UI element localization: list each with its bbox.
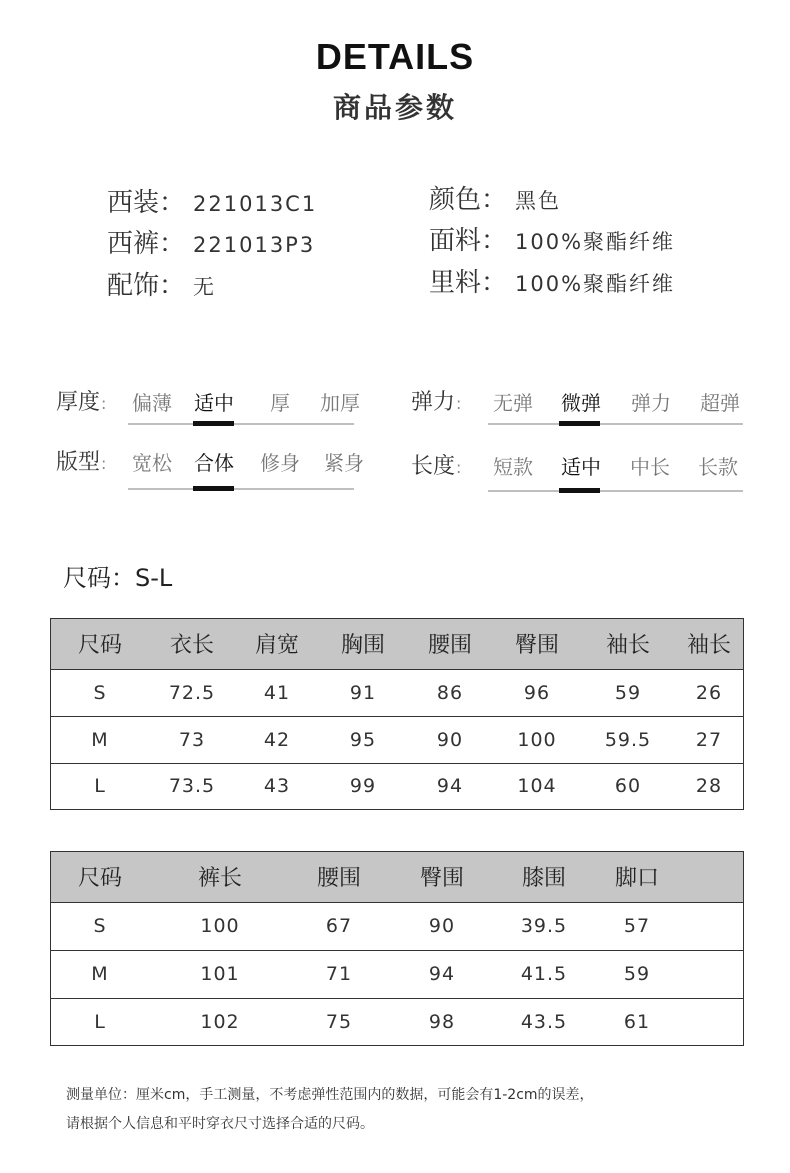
table-cell: 71 xyxy=(291,950,387,998)
info-pants-value: 221013P3 xyxy=(193,233,316,257)
info-color-label: 颜色： xyxy=(429,185,508,215)
info-fabric xyxy=(429,224,675,258)
table-cell: 91 xyxy=(319,669,407,716)
attr-thickness-option-selected: 适中 xyxy=(194,391,234,415)
pants-size-table xyxy=(51,852,743,1045)
table-row xyxy=(51,763,743,809)
table-row xyxy=(51,998,743,1045)
table-cell: 102 xyxy=(149,998,291,1045)
pants-header-cell: 脚口 xyxy=(591,852,683,902)
table-cell: 43 xyxy=(235,763,319,809)
table-cell: 67 xyxy=(291,902,387,950)
info-pants-label: 西裤： xyxy=(107,229,186,259)
pants-header-cell: 膝围 xyxy=(497,852,591,902)
table-cell: 73.5 xyxy=(149,763,235,809)
table-cell: 90 xyxy=(407,716,493,763)
table-cell: 41 xyxy=(235,669,319,716)
attr-fit-option: 宽松 xyxy=(132,451,172,475)
pants-header-cell: 腰围 xyxy=(291,852,387,902)
jacket-header-cell: 袖长 xyxy=(581,619,675,669)
info-color xyxy=(429,183,561,217)
attr-elasticity-indicator xyxy=(559,421,600,426)
jacket-header-cell: 胸围 xyxy=(319,619,407,669)
table-cell: 104 xyxy=(493,763,581,809)
table-cell: 59 xyxy=(591,950,683,998)
table-cell-empty xyxy=(683,998,743,1045)
jacket-header-cell: 衣长 xyxy=(149,619,235,669)
attr-fit-label: 版型: xyxy=(56,450,107,475)
attr-length-indicator xyxy=(559,488,600,493)
info-lining-label: 里料： xyxy=(429,268,508,298)
table-cell: S xyxy=(51,669,149,716)
attr-elasticity-option: 弹力 xyxy=(631,391,671,415)
table-cell: 28 xyxy=(675,763,743,809)
attr-length-option-selected: 适中 xyxy=(561,455,601,479)
info-suit-label: 西装： xyxy=(107,188,186,218)
table-cell: 90 xyxy=(387,902,497,950)
attr-length-label: 长度: xyxy=(411,454,462,479)
info-accessory xyxy=(107,269,216,303)
table-cell: 95 xyxy=(319,716,407,763)
info-accessory-value: 无 xyxy=(193,275,217,299)
pants-table-header-row xyxy=(51,852,743,902)
jacket-header-cell: 肩宽 xyxy=(235,619,319,669)
page-title-en: DETAILS xyxy=(315,36,475,77)
table-row xyxy=(51,902,743,950)
table-cell: 98 xyxy=(387,998,497,1045)
attr-length xyxy=(0,452,790,502)
jacket-header-cell: 袖长 xyxy=(675,619,743,669)
table-cell: 27 xyxy=(675,716,743,763)
table-cell: 72.5 xyxy=(149,669,235,716)
attr-length-option: 中长 xyxy=(630,455,670,479)
attr-length-option: 长款 xyxy=(698,455,738,479)
table-cell-empty xyxy=(683,902,743,950)
attr-fit-option-selected: 合体 xyxy=(194,451,234,475)
info-lining xyxy=(429,266,675,300)
table-row xyxy=(51,669,743,716)
attr-thickness-label: 厚度: xyxy=(56,390,107,415)
info-lining-value: 100%聚酯纤维 xyxy=(515,272,676,296)
jacket-table-header-row xyxy=(51,619,743,669)
attr-elasticity-label: 弹力: xyxy=(411,390,462,415)
table-cell: 41.5 xyxy=(497,950,591,998)
table-cell: 42 xyxy=(235,716,319,763)
table-cell: L xyxy=(51,763,149,809)
jacket-header-cell: 腰围 xyxy=(407,619,493,669)
table-cell: 94 xyxy=(387,950,497,998)
info-accessory-label: 配饰： xyxy=(107,271,186,301)
info-suit-value: 221013C1 xyxy=(193,192,318,216)
attr-elasticity-option: 超弹 xyxy=(700,391,740,415)
pants-header-cell-empty xyxy=(683,852,743,902)
table-cell: 99 xyxy=(319,763,407,809)
table-cell: 101 xyxy=(149,950,291,998)
measurement-note-line2: 请根据个人信息和平时穿衣尺寸选择合适的尺码。 xyxy=(66,1116,374,1132)
info-pants xyxy=(107,227,315,261)
attr-elasticity-option: 无弹 xyxy=(493,391,533,415)
pants-header-cell: 臀围 xyxy=(387,852,497,902)
pants-size-table-frame xyxy=(50,851,744,1046)
jacket-size-table-frame xyxy=(50,618,744,810)
table-cell: 59 xyxy=(581,669,675,716)
attr-thickness-option: 加厚 xyxy=(320,391,360,415)
measurement-note-line1: 测量单位：厘米cm，手工测量，不考虑弹性范围内的数据，可能会有1-2cm的误差， xyxy=(66,1087,594,1103)
table-cell: 73 xyxy=(149,716,235,763)
attr-thickness-option: 偏薄 xyxy=(132,391,172,415)
table-cell: 60 xyxy=(581,763,675,809)
info-color-value: 黑色 xyxy=(515,189,562,213)
table-cell-empty xyxy=(683,950,743,998)
jacket-size-table xyxy=(51,619,743,809)
attr-length-option: 短款 xyxy=(493,455,533,479)
table-cell: 94 xyxy=(407,763,493,809)
info-fabric-label: 面料： xyxy=(429,226,508,256)
table-cell: M xyxy=(51,950,149,998)
table-cell: 59.5 xyxy=(581,716,675,763)
table-cell: S xyxy=(51,902,149,950)
table-row xyxy=(51,950,743,998)
table-cell: 75 xyxy=(291,998,387,1045)
jacket-header-cell: 尺码 xyxy=(51,619,149,669)
pants-header-cell: 尺码 xyxy=(51,852,149,902)
table-cell: 43.5 xyxy=(497,998,591,1045)
attr-fit-option: 紧身 xyxy=(324,451,364,475)
pants-header-cell: 裤长 xyxy=(149,852,291,902)
info-suit xyxy=(107,186,317,220)
table-cell: 100 xyxy=(149,902,291,950)
table-cell: 57 xyxy=(591,902,683,950)
attr-thickness-option: 厚 xyxy=(270,391,290,415)
attr-elasticity-option-selected: 微弹 xyxy=(561,391,601,415)
attr-elasticity xyxy=(0,388,790,438)
table-cell: 96 xyxy=(493,669,581,716)
table-cell: M xyxy=(51,716,149,763)
attr-fit-option: 修身 xyxy=(260,451,300,475)
table-cell: L xyxy=(51,998,149,1045)
attr-length-track xyxy=(488,490,743,492)
size-range: 尺码：S-L xyxy=(63,564,173,592)
table-cell: 86 xyxy=(407,669,493,716)
info-fabric-value: 100%聚酯纤维 xyxy=(515,230,676,254)
page-title-cn: 商品参数 xyxy=(332,91,457,124)
jacket-header-cell: 臀围 xyxy=(493,619,581,669)
table-cell: 100 xyxy=(493,716,581,763)
attr-elasticity-track xyxy=(488,423,743,425)
table-cell: 61 xyxy=(591,998,683,1045)
table-cell: 39.5 xyxy=(497,902,591,950)
table-cell: 26 xyxy=(675,669,743,716)
table-row xyxy=(51,716,743,763)
